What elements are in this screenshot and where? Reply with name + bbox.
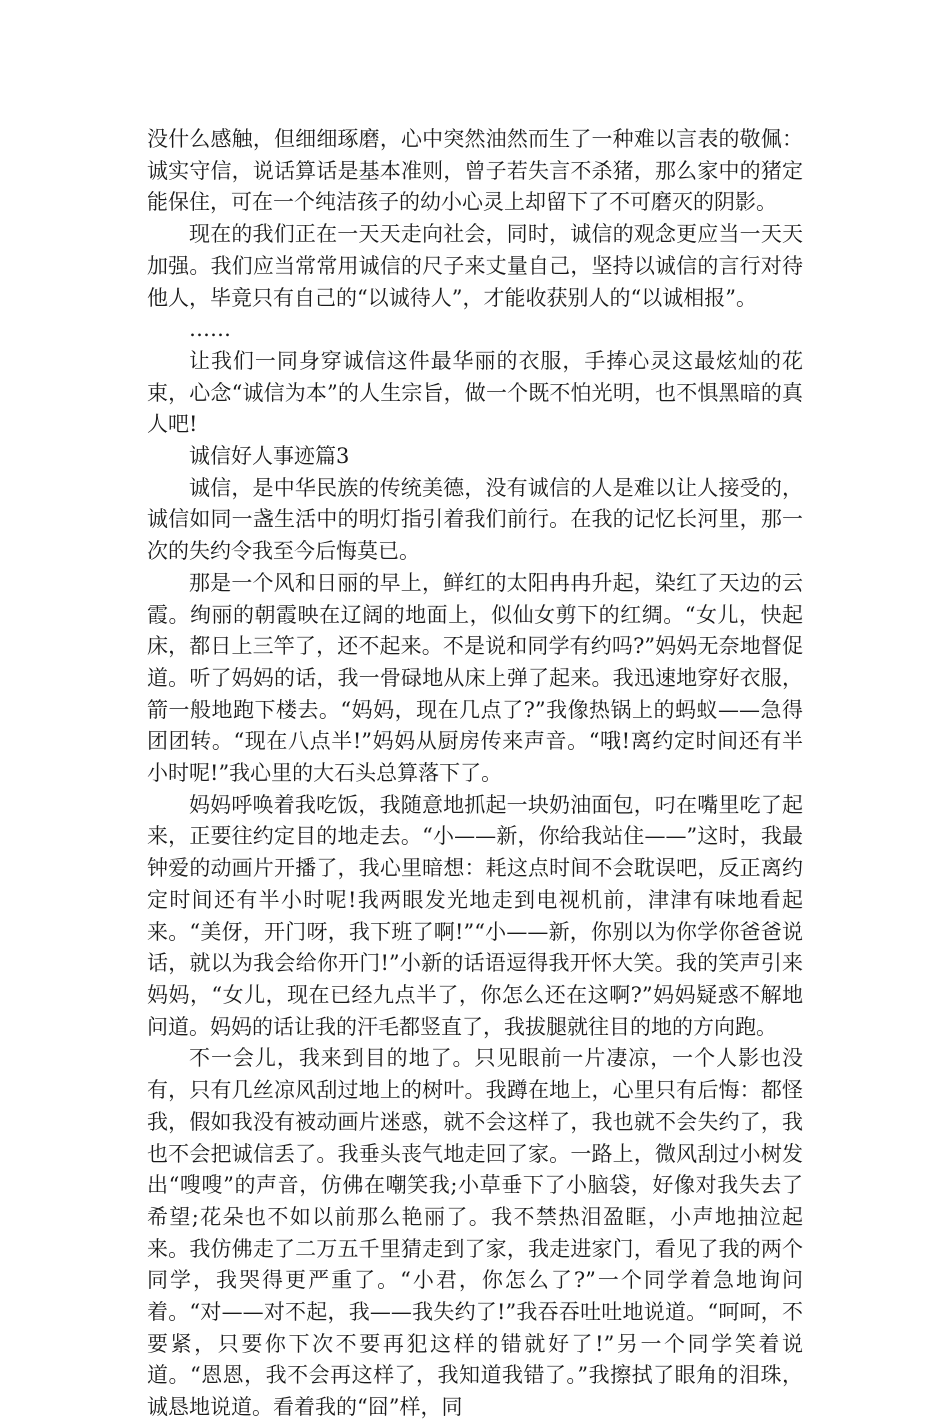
paragraph-6: 妈妈呼唤着我吃饭，我随意地抓起一块奶油面包，叼在嘴里吃了起来，正要往约定目的地走去。“小——新，你给我站住——”这时，我最钟爱的动画片开播了，我心里暗想：耗这点时间不会耽误吧，反正离约定时间还有半小时呢!我两眼发光地走到电视机前，津津有味地看起来。“美伢，开门呀，我下班了啊!”“小——新，你别以为你学你爸爸说话，就以为我会给你开门!”小新的话语逗得我开怀大笑。我的笑声引来妈妈，“女儿，现在已经九点半了，你怎么还在这啊?”妈妈疑惑不解地问道。妈妈的话让我的汗毛都竖直了，我拔腿就往目的地的方向跑。 [147,792,803,1039]
paragraph-5: 那是一个风和日丽的早上，鲜红的太阳冉冉升起，染红了天边的云霞。绚丽的朝霞映在辽阔的地面上，似仙女剪下的红绸。“女儿，快起床，都日上三竿了，还不起来。不是说和同学有约吗?”妈妈无奈地督促道。听了妈妈的话，我一骨碌地从床上弹了起来。我迅速地穿好衣服，箭一般地跑下楼去。“妈妈，现在几点了?”我像热锅上的蚂蚁——急得团团转。“现在八点半!”妈妈从厨房传来声音。“哦!离约定时间还有半小时呢!”我心里的大石头总算落下了。 [147,570,803,786]
ellipsis-line: …… [189,317,231,342]
paragraph-2: 现在的我们正在一天天走向社会，同时，诚信的观念更应当一天天加强。我们应当常常用诚信的尺子来丈量自己，坚持以诚信的言行对待他人，毕竟只有自己的“以诚待人”，才能收获别人的“以诚相报”。 [147,222,803,310]
paragraph-7: 不一会儿，我来到目的地了。只见眼前一片凄凉，一个人影也没有，只有几丝凉风刮过地上的树叶。我蹲在地上，心里只有后悔：都怪我，假如我没有被动画片迷惑，就不会这样了，我也就不会失约了，我也不会把诚信丢了。我垂头丧气地走回了家。一路上，微风刮过小树发出“嗖嗖”的声音，仿佛在嘲笑我;小草垂下了小脑袋，好像对我失去了希望;花朵也不如以前那么艳丽了。我不禁热泪盈眶，小声地抽泣起来。我仿佛走了二万五千里猜走到了家，我走进家门，看见了我的两个同学，我哭得更严重了。“小君，你怎么了?”一个同学着急地询问着。“对——对不起，我——我失约了!”我吞吞吐吐地说道。“呵呵，不要紧，只要你下次不要再犯这样的错就好了!”另一个同学笑着说道。“恩恩，我不会再这样了，我知道我错了。”我擦拭了眼角的泪珠，诚恳地说道。看着我的“囧”样，同 [147,1046,803,1420]
paragraph-4: 诚信，是中华民族的传统美德，没有诚信的人是难以让人接受的，诚信如同一盏生活中的明灯指引着我们前行。在我的记忆长河里，那一次的失约令我至今后悔莫已。 [147,475,803,564]
document-page [147,124,803,1424]
paragraph-3: 让我们一同身穿诚信这件最华丽的衣服，手捧心灵这最炫灿的花束，心念“诚信为本”的人生宗旨，做一个既不怕光明，也不惧黑暗的真人吧! [147,348,803,437]
section-heading: 诚信好人事迹篇3 [189,444,350,469]
paragraph-1: 没什么感触，但细细琢磨，心中突然油然而生了一种难以言表的敬佩：诚实守信，说话算话是基本准则，曾子若失言不杀猪，那么家中的猪定能保住，可在一个纯洁孩子的幼小心灵上却留下了不可磨灭的阴影。 [147,127,803,215]
